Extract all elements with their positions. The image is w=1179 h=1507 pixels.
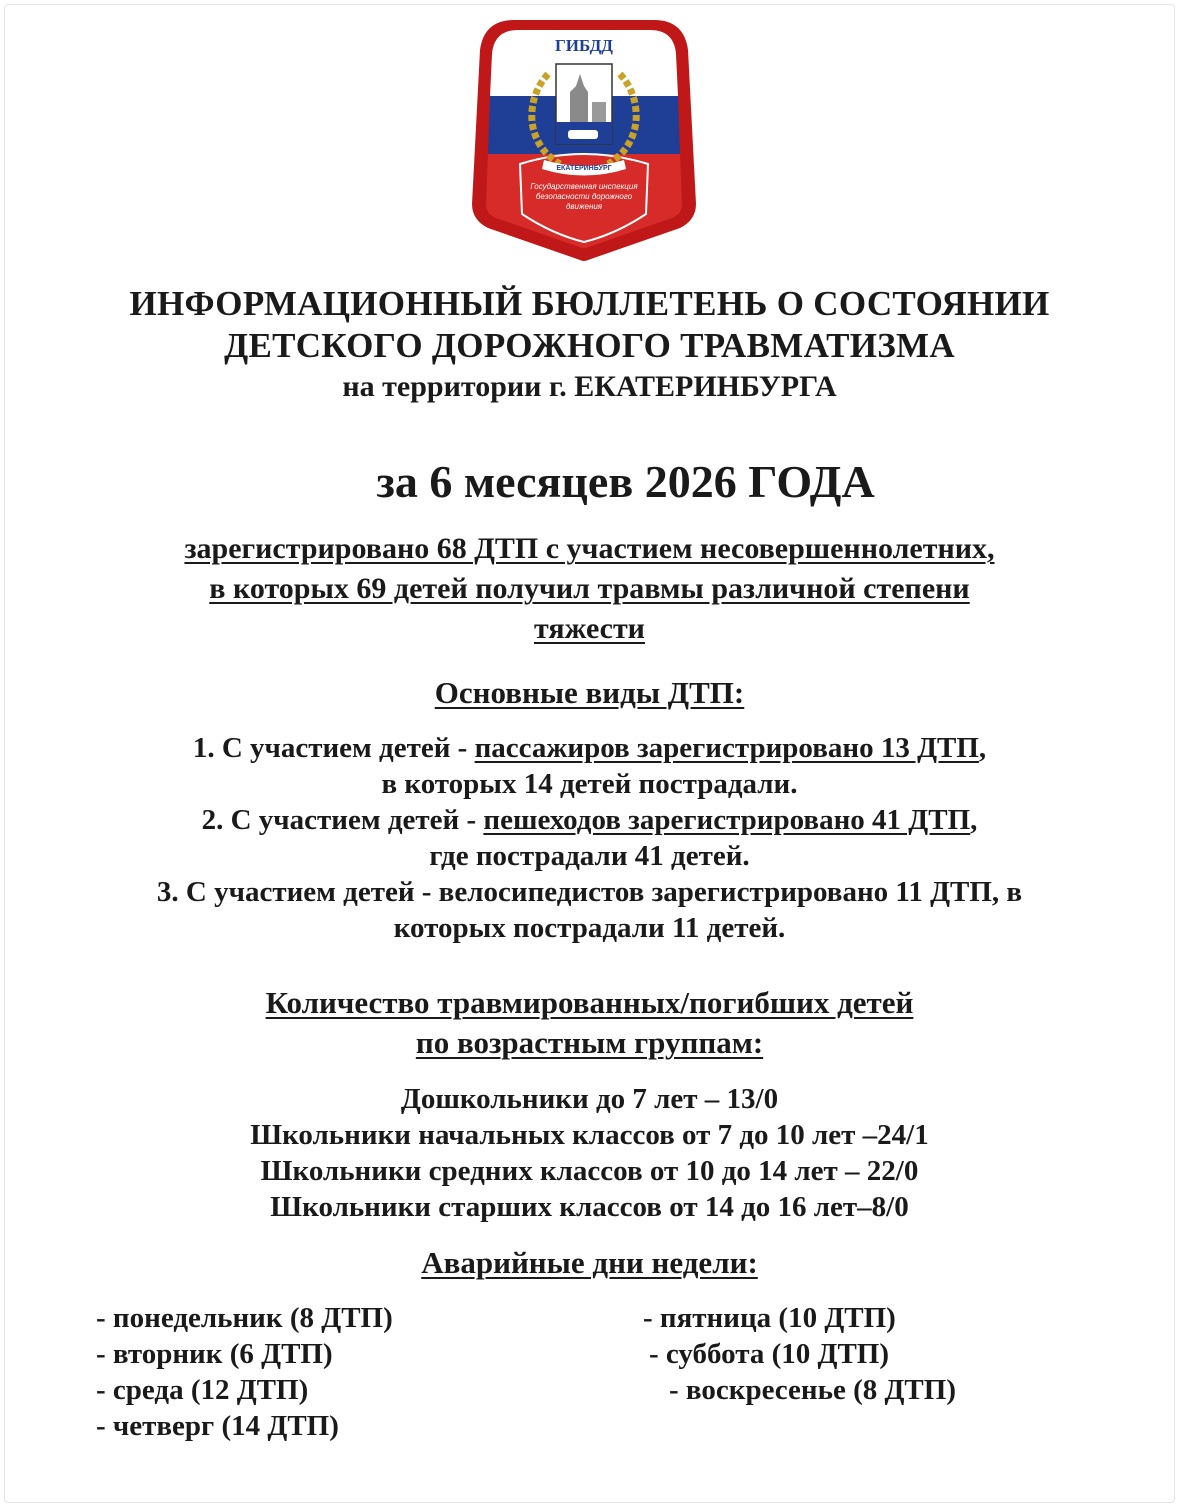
types-heading-row	[0, 675, 1179, 711]
summary-line-3: тяжести	[534, 612, 645, 645]
day-sunday: - воскресенье (8 ДТП)	[669, 1374, 956, 1406]
day-friday: - пятница (10 ДТП)	[643, 1302, 896, 1334]
ages-heading-1: Количество травмированных/погибших детей	[265, 985, 914, 1020]
type-item-2-suffix: ,	[970, 804, 978, 836]
emblem-title: ГИБДД	[554, 36, 614, 55]
day-monday: - понедельник (8 ДТП)	[96, 1302, 393, 1334]
type-item-2-line-2: где пострадали 41 детей.	[429, 840, 750, 872]
type-item-1-highlight: пассажиров зарегистрировано 13 ДТП	[474, 732, 979, 764]
emblem-caption: Государственная инспекция безопасности дорожного движения	[530, 182, 638, 211]
title-line-2: ДЕТСКОГО ДОРОЖНОГО ТРАВМАТИЗМА	[224, 326, 955, 365]
ages-heading-row-1	[0, 985, 1179, 1021]
age-row: Школьники средних классов от 10 до 14 лет – 22/0	[260, 1155, 919, 1187]
type-item-1-prefix: 1. С участием детей -	[192, 732, 475, 764]
type-item-1	[0, 732, 1179, 765]
type-item-3-line-2: которых пострадали 11 детей.	[393, 912, 786, 944]
summary-block-2	[0, 572, 1179, 606]
day-thursday: - четверг (14 ДТП)	[96, 1410, 339, 1442]
type-item-2-prefix: 2. С участием детей -	[201, 804, 484, 836]
emblem-caption-holder	[530, 182, 638, 228]
gibdd-emblem	[470, 14, 698, 264]
title-line-1: ИНФОРМАЦИОННЫЙ БЮЛЛЕТЕНЬ О СОСТОЯНИИ	[129, 284, 1050, 323]
ages-heading-2: по возрастным группам:	[415, 1025, 764, 1060]
type-item-2	[0, 804, 1179, 837]
age-row: Школьники начальных классов от 7 до 10 лет –24/1	[250, 1119, 929, 1151]
day-saturday: - суббота (10 ДТП)	[649, 1338, 890, 1370]
summary-line-1: зарегистрировано 68 ДТП с участием несовершеннолетних,	[184, 532, 995, 565]
age-row: Школьники старших классов от 14 до 16 лет–8/0	[270, 1191, 909, 1223]
day-tuesday: - вторник (6 ДТП)	[96, 1338, 333, 1370]
emblem-ribbon-text: ЕКАТЕРИНБУРГ	[556, 165, 612, 172]
car-icon	[568, 130, 598, 139]
summary-block-3	[0, 612, 1179, 646]
title-line-3: на территории г. ЕКАТЕРИНБУРГА	[342, 370, 837, 403]
ages-heading-row-2	[0, 1025, 1179, 1061]
days-heading: Аварийные дни недели:	[421, 1245, 758, 1280]
type-item-1-line-2: в которых 14 детей пострадали.	[381, 768, 798, 800]
days-heading-row	[0, 1245, 1179, 1281]
summary-block	[0, 532, 1179, 566]
period-heading: за 6 месяцев 2026 ГОДА	[376, 456, 875, 507]
age-row: Дошкольники до 7 лет – 13/0	[400, 1083, 779, 1115]
type-item-2-highlight: пешеходов зарегистрировано 41 ДТП	[483, 804, 971, 836]
type-item-3: 3. С участием детей - велосипедистов зарегистрировано 11 ДТП, в	[156, 876, 1023, 908]
type-item-1-suffix: ,	[978, 732, 987, 764]
summary-line-2: в которых 69 детей получил травмы различной степени	[209, 572, 970, 605]
day-wednesday: - среда (12 ДТП)	[96, 1374, 309, 1406]
building-icon	[592, 102, 606, 122]
types-heading: Основные виды ДТП:	[434, 675, 745, 710]
